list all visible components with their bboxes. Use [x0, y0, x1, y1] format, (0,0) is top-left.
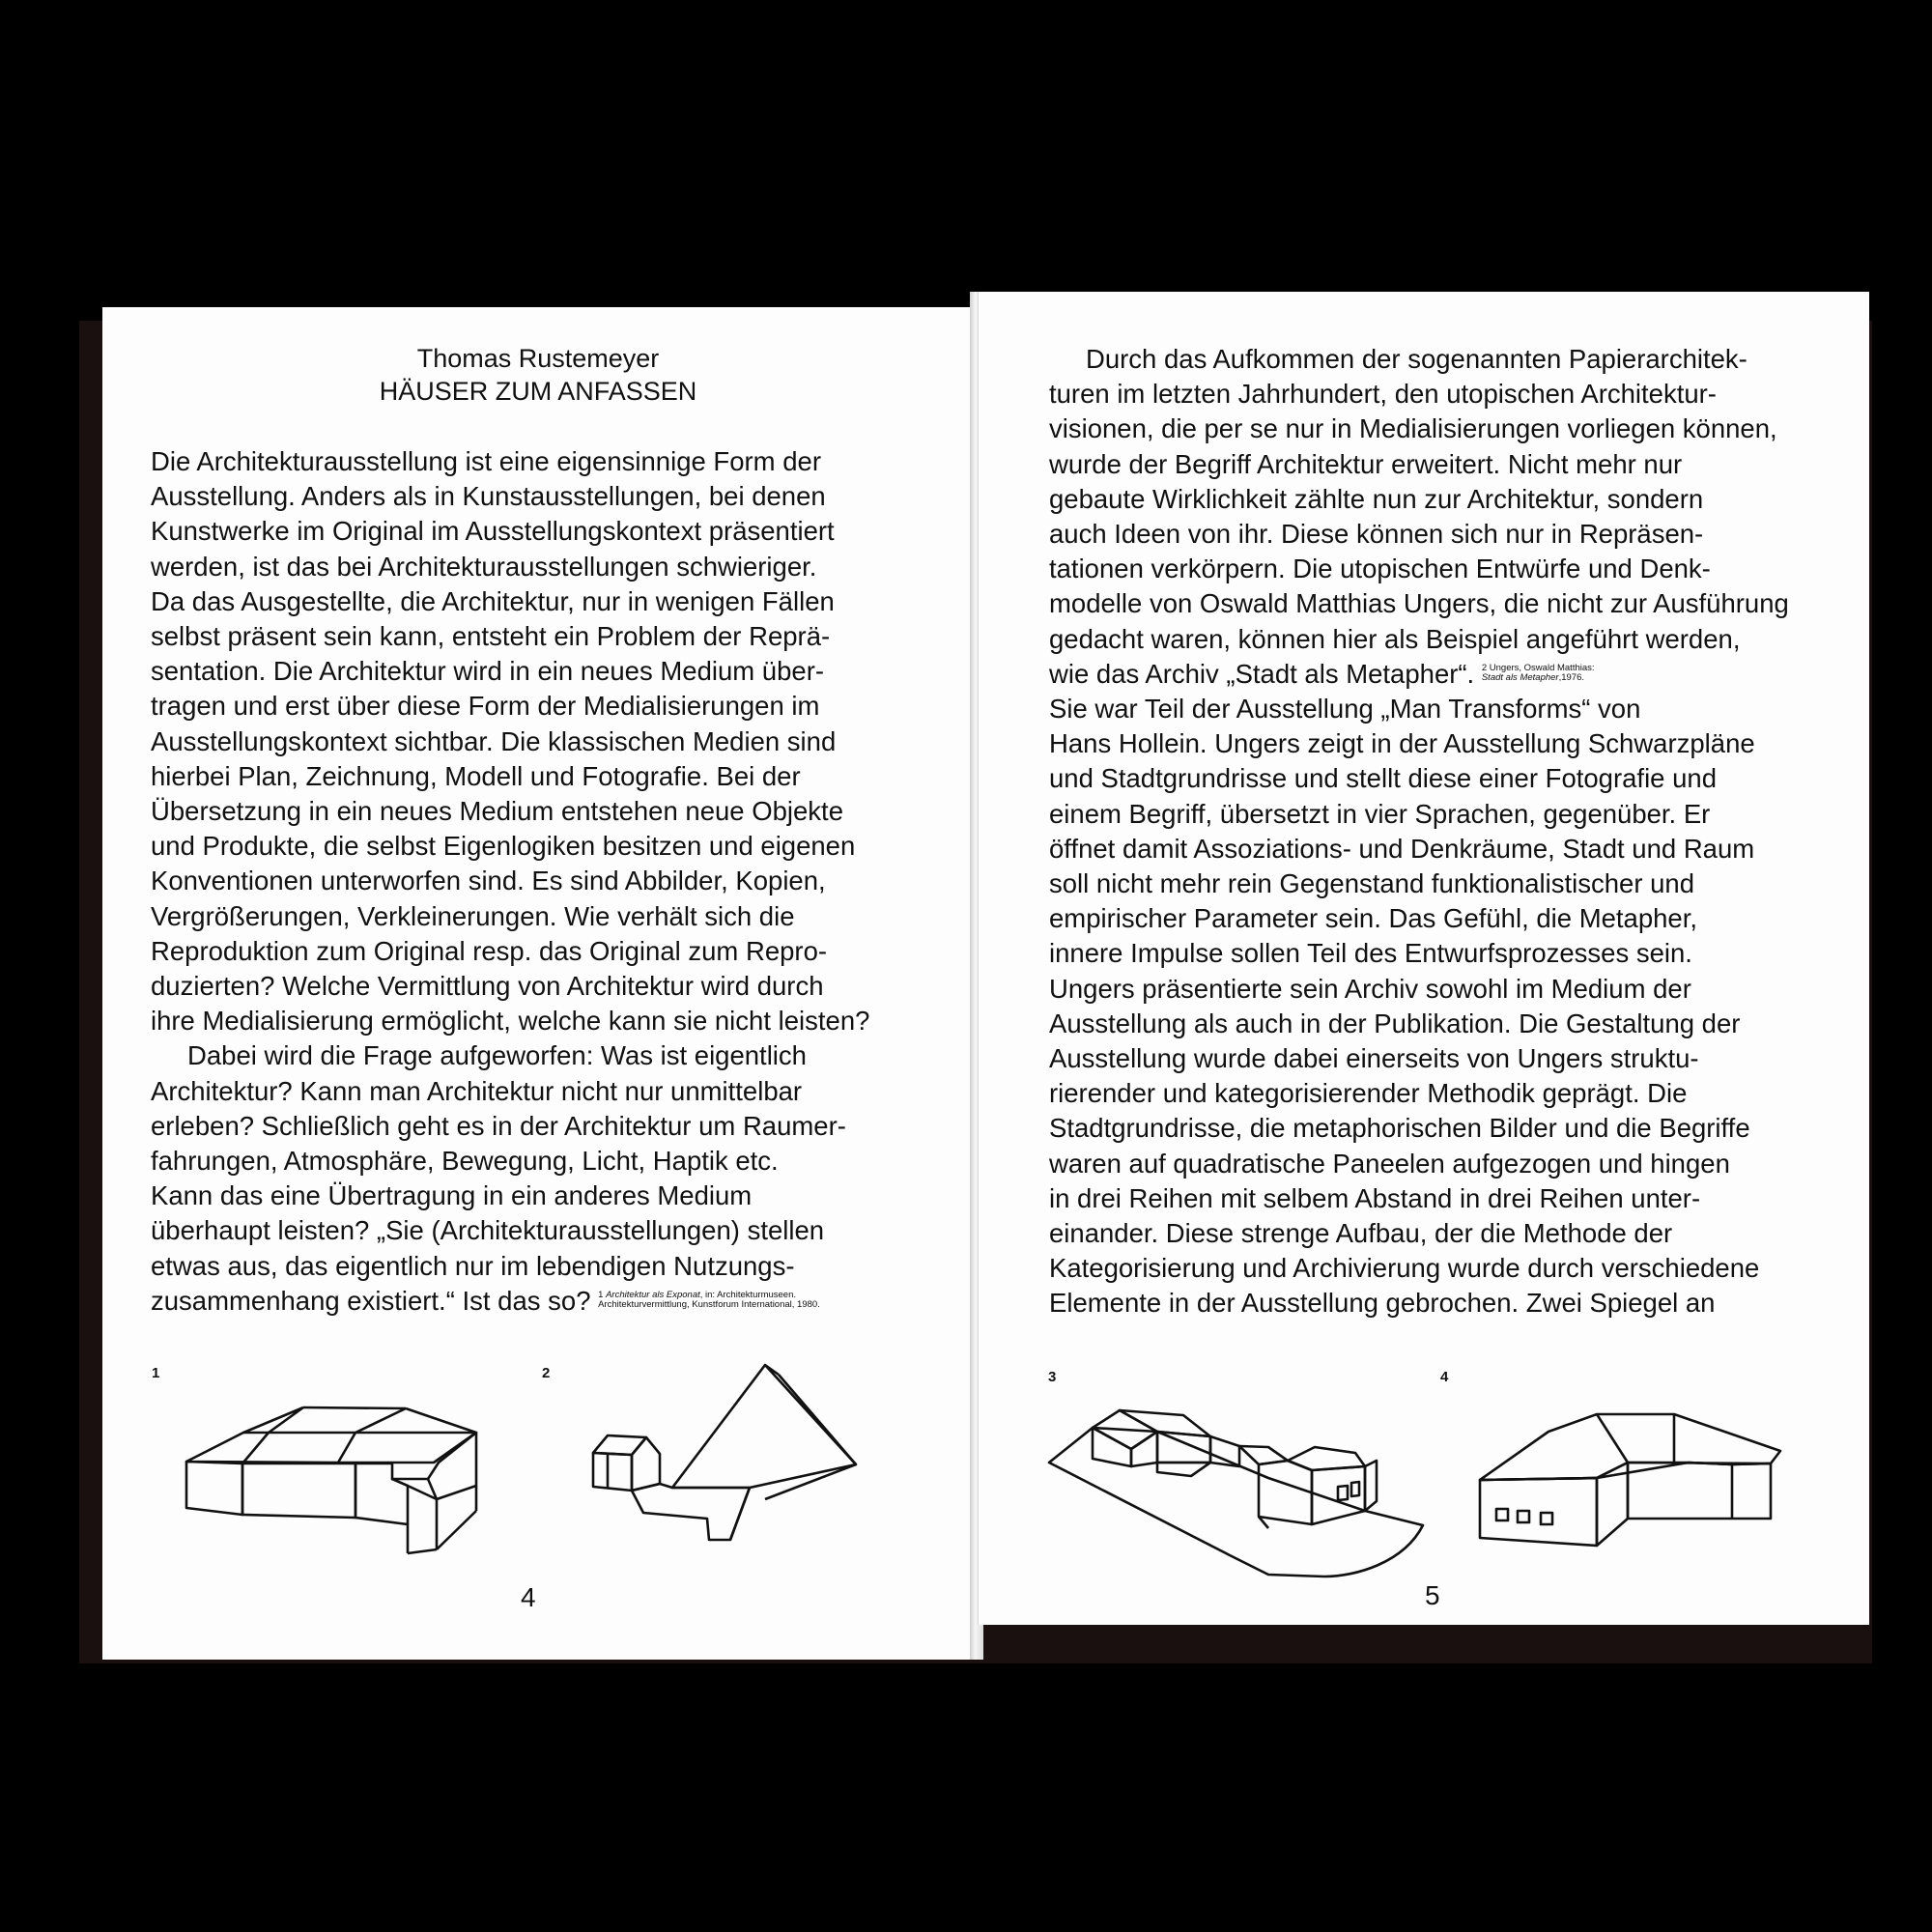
text-line: werden, ist das bei Architekturausstellungen schwieriger.: [151, 551, 817, 582]
text-line: wie das Archiv „Stadt als Metapher“.: [1049, 658, 1475, 689]
text-line: tationen verkörpern. Die utopischen Entwürfe und Denk-: [1049, 554, 1711, 584]
footnote-1: 1 Architektur als Exponat, in: Architekturmuseen. Architekturvermittlung, Kunstforum International, 1980.: [598, 1289, 820, 1310]
footnote-1-title: Architektur als Exponat: [606, 1289, 700, 1300]
text-line: Ungers präsentierte sein Archiv sowohl im Medium der: [1049, 973, 1691, 1004]
text-line: und Produkte, die selbst Eigenlogiken besitzen und eigenen: [151, 831, 856, 862]
text-line: einander. Diese strenge Aufbau, der die Methode der: [1049, 1218, 1673, 1249]
text-line: Da das Ausgestellte, die Architektur, nur in wenigen Fällen: [151, 585, 835, 616]
text-line: Ausstellung. Anders als in Kunstausstellungen, bei denen: [151, 481, 826, 512]
text-line: erleben? Schließlich geht es in der Architektur um Raumer-: [151, 1110, 846, 1141]
left-page: [102, 307, 976, 1660]
text-line: hierbei Plan, Zeichnung, Modell und Fotografie. Bei der: [151, 760, 801, 791]
text-line: rierender und kategorisierender Methodik geprägt. Die: [1049, 1078, 1688, 1109]
text-line: Ausstellung als auch in der Publikation. Die Gestaltung der: [1049, 1008, 1741, 1038]
text-line: Reproduktion zum Original resp. das Original zum Repro-: [151, 935, 828, 966]
text-line: fahrungen, Atmosphäre, Bewegung, Licht, Haptik etc.: [151, 1146, 779, 1177]
text-line: Übersetzung in ein neues Medium entstehen neue Objekte: [151, 796, 843, 827]
author-name: Thomas Rustemeyer: [416, 344, 660, 373]
text-line: auch Ideen von ihr. Diese können sich nur in Repräsen-: [1049, 519, 1704, 550]
text-line: Stadtgrundrisse, die metaphorischen Bilder und die Begriffe: [1049, 1113, 1750, 1144]
figure-4-hip-roof-house-drawing: [979, 292, 1869, 1625]
text-line: zusammenhang existiert.“ Ist das so?: [151, 1285, 591, 1316]
article-title: HÄUSER ZUM ANFASSEN: [379, 377, 697, 406]
text-line: gedacht waren, können hier als Beispiel angeführt werden,: [1049, 623, 1741, 654]
text-line: überhaupt leisten? „Sie (Architekturausstellungen) stellen: [151, 1215, 825, 1246]
text-line: Elemente in der Ausstellung gebrochen. Zwei Spiegel an: [1049, 1288, 1716, 1319]
text-line: Vergrößerungen, Verkleinerungen. Wie verhält sich die: [151, 900, 795, 931]
text-line: soll nicht mehr rein Gegenstand funktionalistischer und: [1049, 868, 1695, 899]
text-line: wurde der Begriff Architektur erweitert. Nicht mehr nur: [1049, 448, 1683, 479]
footnote-2-title: Stadt als Metapher: [1481, 671, 1559, 683]
text-line: in drei Reihen mit selbem Abstand in drei Reihen unter-: [1049, 1182, 1701, 1213]
page-number: 5: [1425, 1580, 1440, 1610]
text-line: Kategorisierung und Archivierung wurde durch verschiedene: [1049, 1253, 1760, 1284]
text-line: etwas aus, das eigentlich nur im lebendigen Nutzungs-: [151, 1250, 795, 1281]
text-line: Kann das eine Übertragung in ein anderes Medium: [151, 1180, 753, 1211]
figure-label-1: 1: [152, 1365, 160, 1381]
text-line: Dabei wird die Frage aufgeworfen: Was ist eigentlich: [187, 1040, 807, 1071]
text-line: selbst präsent sein kann, entsteht ein Problem der Reprä-: [151, 621, 831, 652]
page-number: 4: [521, 1582, 536, 1612]
text-line: waren auf quadratische Paneelen aufgezogen und hingen: [1049, 1148, 1730, 1179]
text-line: duzierten? Welche Vermittlung von Architektur wird durch: [151, 971, 824, 1002]
figure-label-3: 3: [1048, 1369, 1057, 1385]
text-line: Architektur? Kann man Architektur nicht nur unmittelbar: [151, 1075, 803, 1106]
text-line: Sie war Teil der Ausstellung „Man Transforms“ von: [1049, 694, 1641, 724]
text-line: Ausstellungskontext sichtbar. Die klassischen Medien sind: [151, 725, 837, 756]
text-line: Hans Hollein. Ungers zeigt in der Ausstellung Schwarzpläne: [1049, 728, 1755, 759]
text-line: visionen, die per se nur in Medialisierungen vorliegen können,: [1049, 413, 1777, 444]
right-page: [978, 292, 1869, 1625]
text-line: turen im letzten Jahrhundert, den utopischen Architektur-: [1049, 379, 1717, 410]
text-line: sentation. Die Architektur wird in ein neues Medium über-: [151, 656, 825, 687]
text-line: Die Architekturausstellung ist eine eigensinnige Form der: [151, 446, 821, 476]
figure-label-4: 4: [1440, 1369, 1449, 1385]
figure-2-a-frame-house-drawing: [102, 307, 974, 1660]
figure-label-2: 2: [542, 1365, 551, 1381]
text-line: tragen und erst über diese Form der Medialisierungen im: [151, 691, 820, 722]
footnote-2: 2 Ungers, Oswald Matthias: Stadt als Metapher,1976.: [1481, 662, 1595, 683]
text-line: innere Impulse sollen Teil des Entwurfsprozesses sein.: [1049, 938, 1692, 969]
text-line: und Stadtgrundrisse und stellt diese einer Fotografie und: [1049, 763, 1717, 794]
text-line: modelle von Oswald Matthias Ungers, die nicht zur Ausführung: [1049, 588, 1789, 619]
text-line: einem Begriff, übersetzt in vier Sprachen, gegenüber. Er: [1049, 798, 1711, 829]
text-line: Ausstellung wurde dabei einerseits von Ungers struktu-: [1049, 1043, 1699, 1074]
text-line: öffnet damit Assoziations- und Denkräume, Stadt und Raum: [1049, 833, 1755, 864]
text-line: empirischer Parameter sein. Das Gefühl, die Metapher,: [1049, 903, 1697, 934]
text-line: Konventionen unterworfen sind. Es sind Abbilder, Kopien,: [151, 866, 826, 896]
text-line: Kunstwerke im Original im Ausstellungskontext präsentiert: [151, 516, 835, 547]
text-line: ihre Medialisierung ermöglicht, welche kann sie nicht leisten?: [151, 1006, 870, 1037]
text-line: gebaute Wirklichkeit zählte nun zur Architektur, sondern: [1049, 483, 1704, 514]
text-line: Durch das Aufkommen der sogenannten Papierarchitek-: [1086, 344, 1747, 374]
